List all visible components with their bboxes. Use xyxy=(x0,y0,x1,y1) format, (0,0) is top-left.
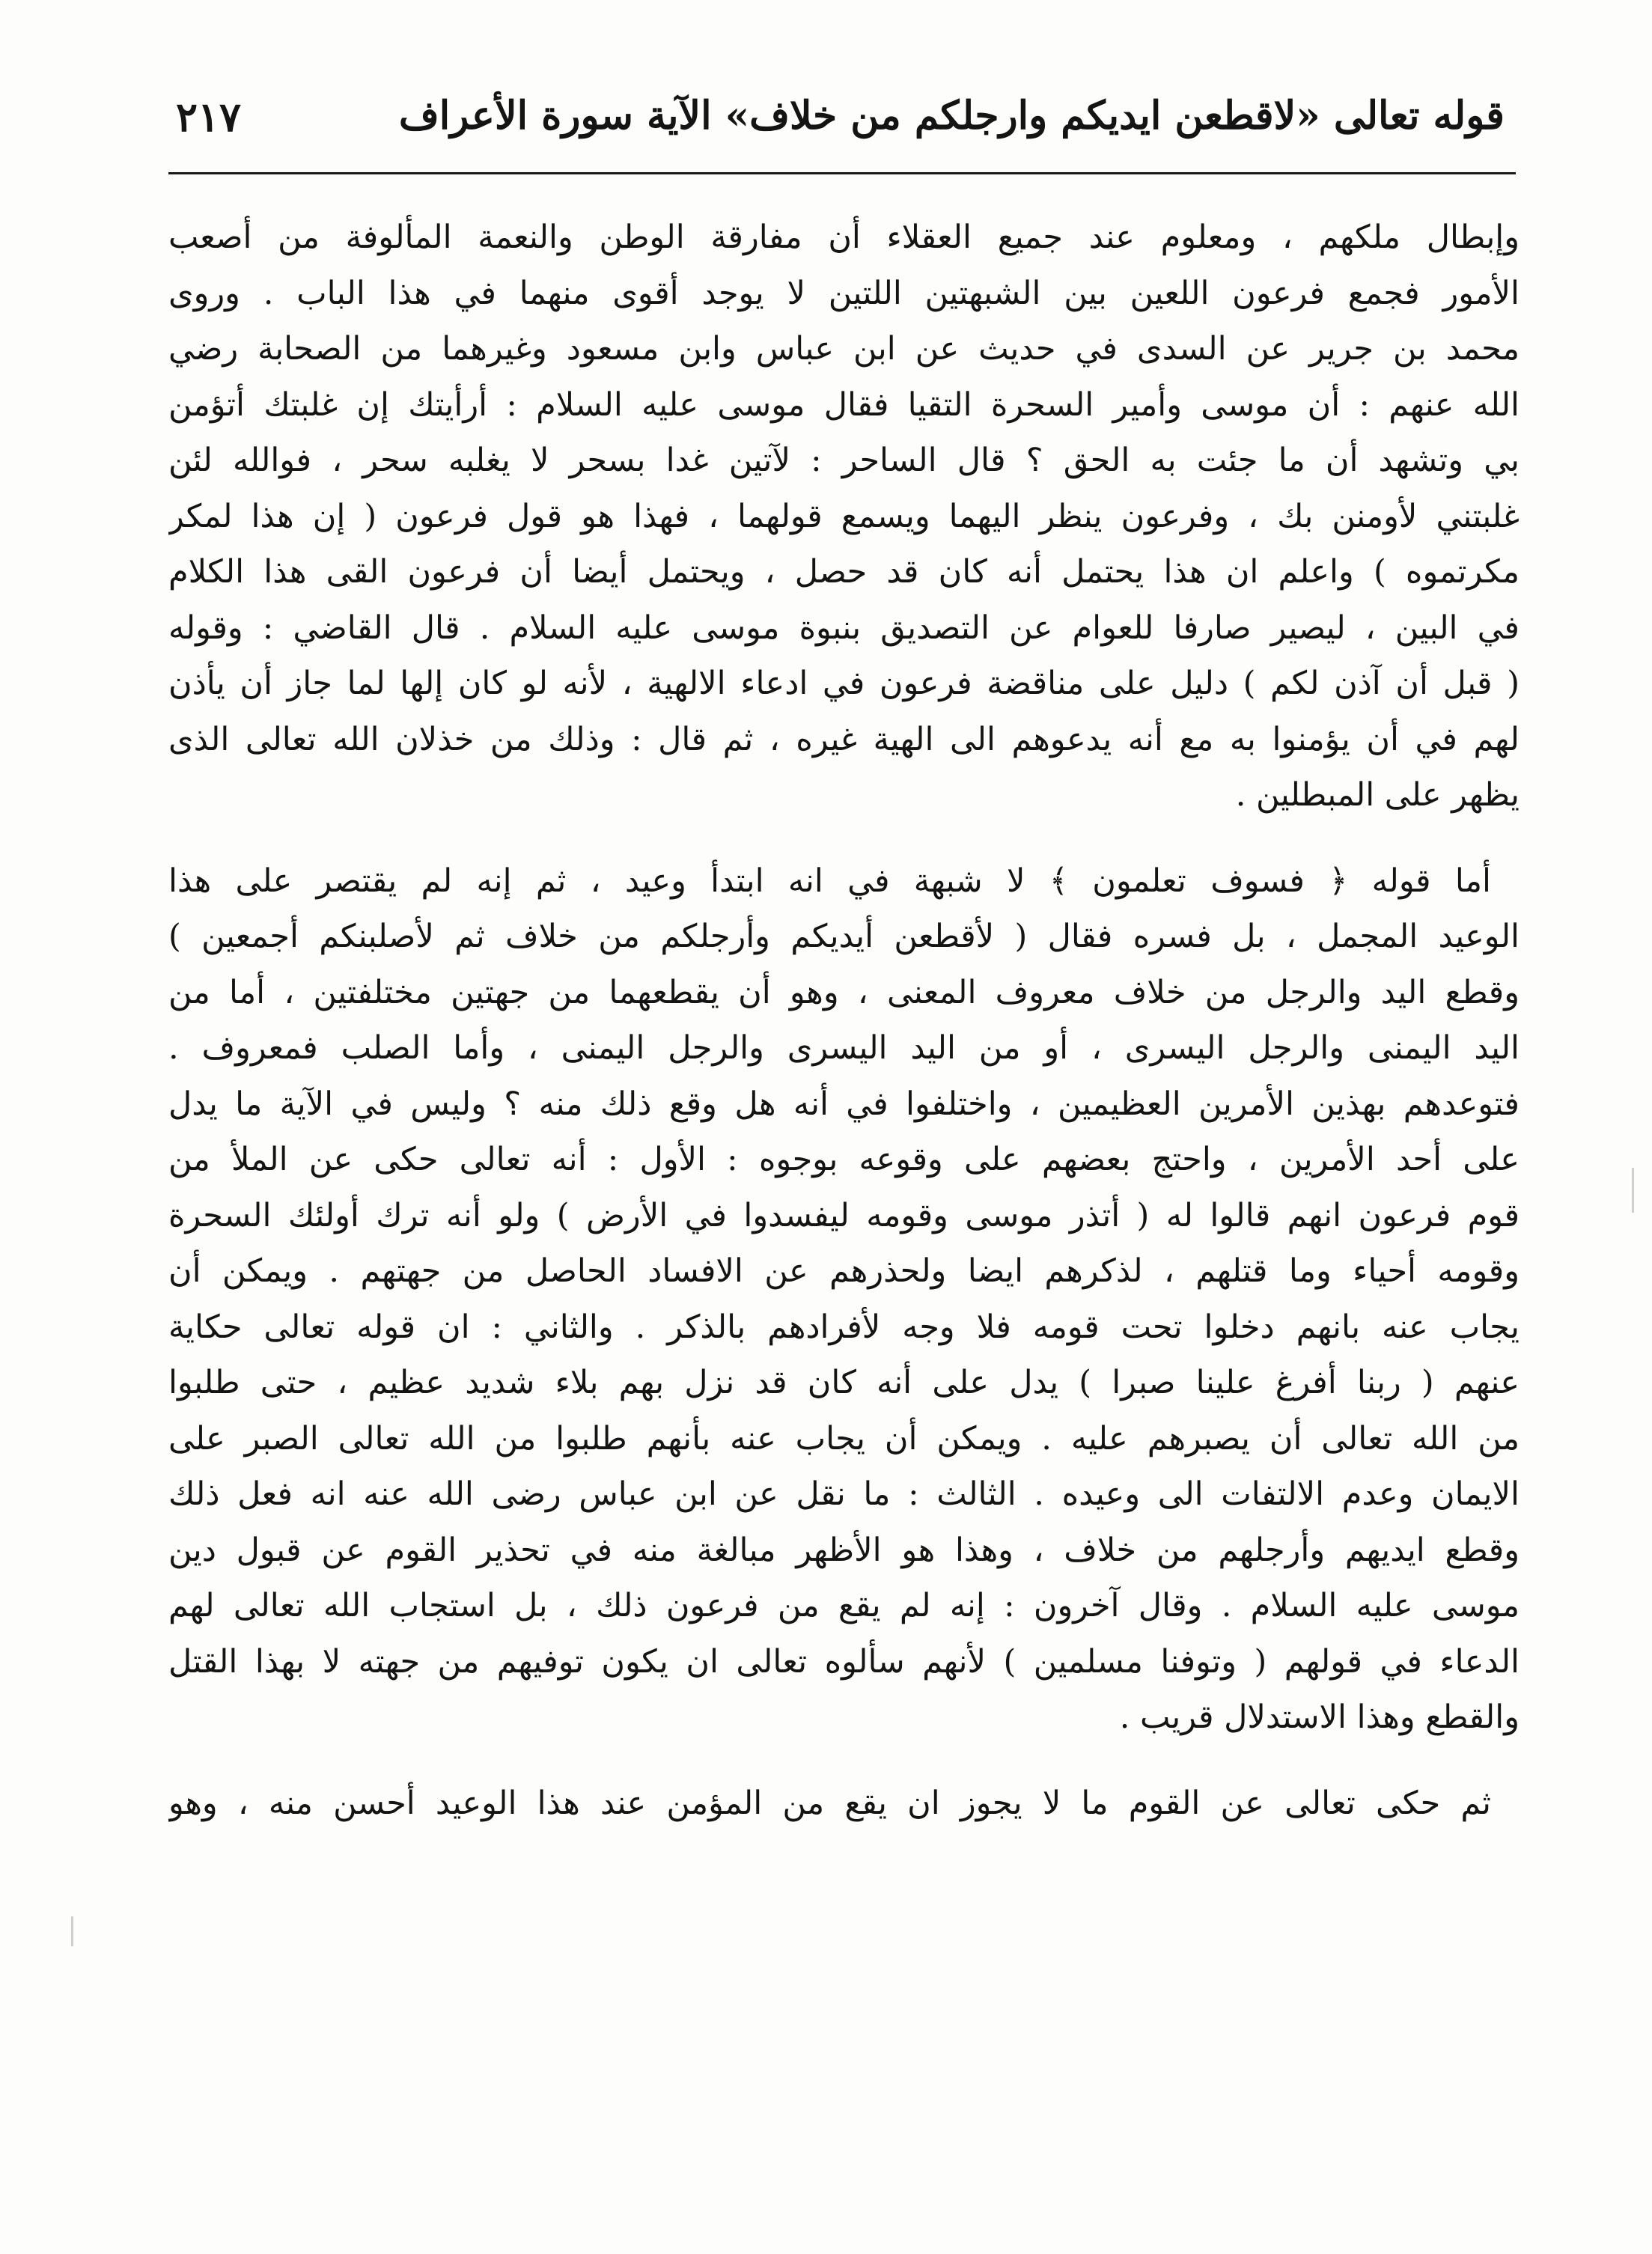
page-number: ٢١٧ xyxy=(176,93,242,141)
text-line: الدعاء في قولهم ( وتوفنا مسلمين ) لأنهم سألوه تعالى ان يكون توفيهم من جهته لا بهذا القتل xyxy=(168,1642,1520,1681)
paragraph-gap xyxy=(168,1746,1520,1776)
text-line: بي وتشهد أن ما جئت به الحق ؟ قال الساحر : لآتين غدا بسحر لا يغلبه سحر ، فوالله لئن xyxy=(168,442,1520,479)
text-line: وإبطال ملكهم ، ومعلوم عند جميع العقلاء أن مفارقة الوطن والنعمة المألوفة من أصعب xyxy=(168,219,1520,256)
text-line: والقطع وهذا الاستدلال قريب . xyxy=(1119,1699,1520,1736)
text-line: وقطع اليد والرجل من خلاف معروف المعنى ، وهو أن يقطعهما من جهتين مختلفتين ، أما من xyxy=(168,973,1520,1011)
text-line: ( قبل أن آذن لكم ) دليل على مناقضة فرعون في ادعاء الالهية ، لأنه لو كان إلها لما جاز أن يأذن xyxy=(168,665,1520,702)
text-line: الوعيد المجمل ، بل فسره فقال ( لأقطعن أيديكم وأرجلكم من خلاف ثم لأصلبنكم أجمعين ) xyxy=(168,918,1520,955)
text-line: فتوعدهم بهذين الأمرين العظيمين ، واختلفوا في أنه هل وقع ذلك منه ؟ وليس في الآية ما يدل xyxy=(168,1085,1520,1123)
text-line: محمد بن جرير عن السدى في حديث عن ابن عباس وابن مسعود وغيرهما من الصحابة رضي xyxy=(168,330,1520,368)
text-line: موسى عليه السلام . وقال آخرون : إنه لم يقع من فرعون ذلك ، بل استجاب الله تعالى لهم xyxy=(168,1587,1520,1624)
running-header xyxy=(176,82,1505,165)
text-line: في البين ، ليصير صارفا للعوام عن التصديق بنبوة موسى عليه السلام . قال القاضي : وقوله xyxy=(168,609,1520,647)
text-line: عنهم ( ربنا أفرغ علينا صبرا ) يدل على أنه كان قد نزل بهم بلاء شديد عظيم ، حتى طلبوا xyxy=(168,1364,1520,1401)
text-line: قوم فرعون انهم قالوا له ( أتذر موسى وقومه ليفسدوا في الأرض ) ولو أنه ترك أولئك السحرة xyxy=(168,1196,1520,1234)
scan-artifact xyxy=(1632,1168,1634,1213)
text-line: الأمور فجمع فرعون اللعين بين الشبهتين اللتين لا يوجد أقوى منهما في هذا الباب . وروى xyxy=(168,274,1520,312)
text-line: من الله تعالى أن يصبرهم عليه . ويمكن أن يجاب عنه بأنهم طلبوا من الله تعالى الصبر على xyxy=(168,1419,1520,1458)
header-divider xyxy=(168,172,1516,174)
text-line: الايمان وعدم الالتفات الى وعيده . الثالث : ما نقل عن ابن عباس رضى الله عنه انه فعل ذلك xyxy=(168,1475,1520,1513)
text-line: الله عنهم : أن موسى وأمير السحرة التقيا فقال موسى عليه السلام : أرأيتك إن غلبتك أتؤمن xyxy=(168,386,1520,424)
text-line: ثم حكى تعالى عن القوم ما لا يجوز ان يقع من المؤمن عند هذا الوعيد أحسن منه ، وهو xyxy=(168,1784,1491,1822)
paragraph-gap xyxy=(168,823,1520,853)
text-line: وقومه أحياء وما قتلهم ، لذكرهم ايضا ولحذرهم عن الافساد الحاصل من جهتهم . ويمكن أن xyxy=(168,1252,1520,1290)
text-line: وقطع ايديهم وأرجلهم من خلاف ، وهذا هو الأظهر مبالغة منه في تحذير القوم عن قبول دين xyxy=(168,1531,1520,1569)
text-line: على أحد الأمرين ، واحتج بعضهم على وقوعه بوجوه : الأول : أنه تعالى حكى عن الملأ من xyxy=(168,1141,1520,1178)
text-line: مكرتموه ) واعلم ان هذا يحتمل أنه كان قد حصل ، ويحتمل أيضا أن فرعون القى هذا الكلام xyxy=(168,553,1520,591)
text-line: يجاب عنه بانهم دخلوا تحت قومه فلا وجه لأفرادهم بالذكر . والثاني : ان قوله تعالى حكاية xyxy=(168,1308,1520,1346)
text-line: يظهر على المبطلين . xyxy=(1235,776,1520,814)
body-text xyxy=(168,210,1520,1831)
scan-artifact xyxy=(71,1916,73,1946)
text-line: أما قوله ﴿ فسوف تعلمون ﴾ لا شبهة في انه ابتدأ وعيد ، ثم إنه لم يقتصر على هذا xyxy=(168,862,1491,900)
text-line: غلبتني لأومنن بك ، وفرعون ينظر اليهما ويسمع قولهما ، فهذا هو قول فرعون ( إن هذا لمكر xyxy=(168,497,1520,535)
text-line: اليد اليمنى والرجل اليسرى ، أو من اليد اليسرى والرجل اليمنى ، وأما الصلب فمعروف . xyxy=(168,1029,1520,1067)
header-title: قوله تعالى «لاقطعن ايديكم وارجلكم من خلاف» الآية سورة الأعراف xyxy=(398,93,1505,138)
text-line: لهم في أن يؤمنوا به مع أنه يدعوهم الى الهية غيره ، ثم قال : وذلك من خذلان الله تعالى الذى xyxy=(168,720,1520,758)
